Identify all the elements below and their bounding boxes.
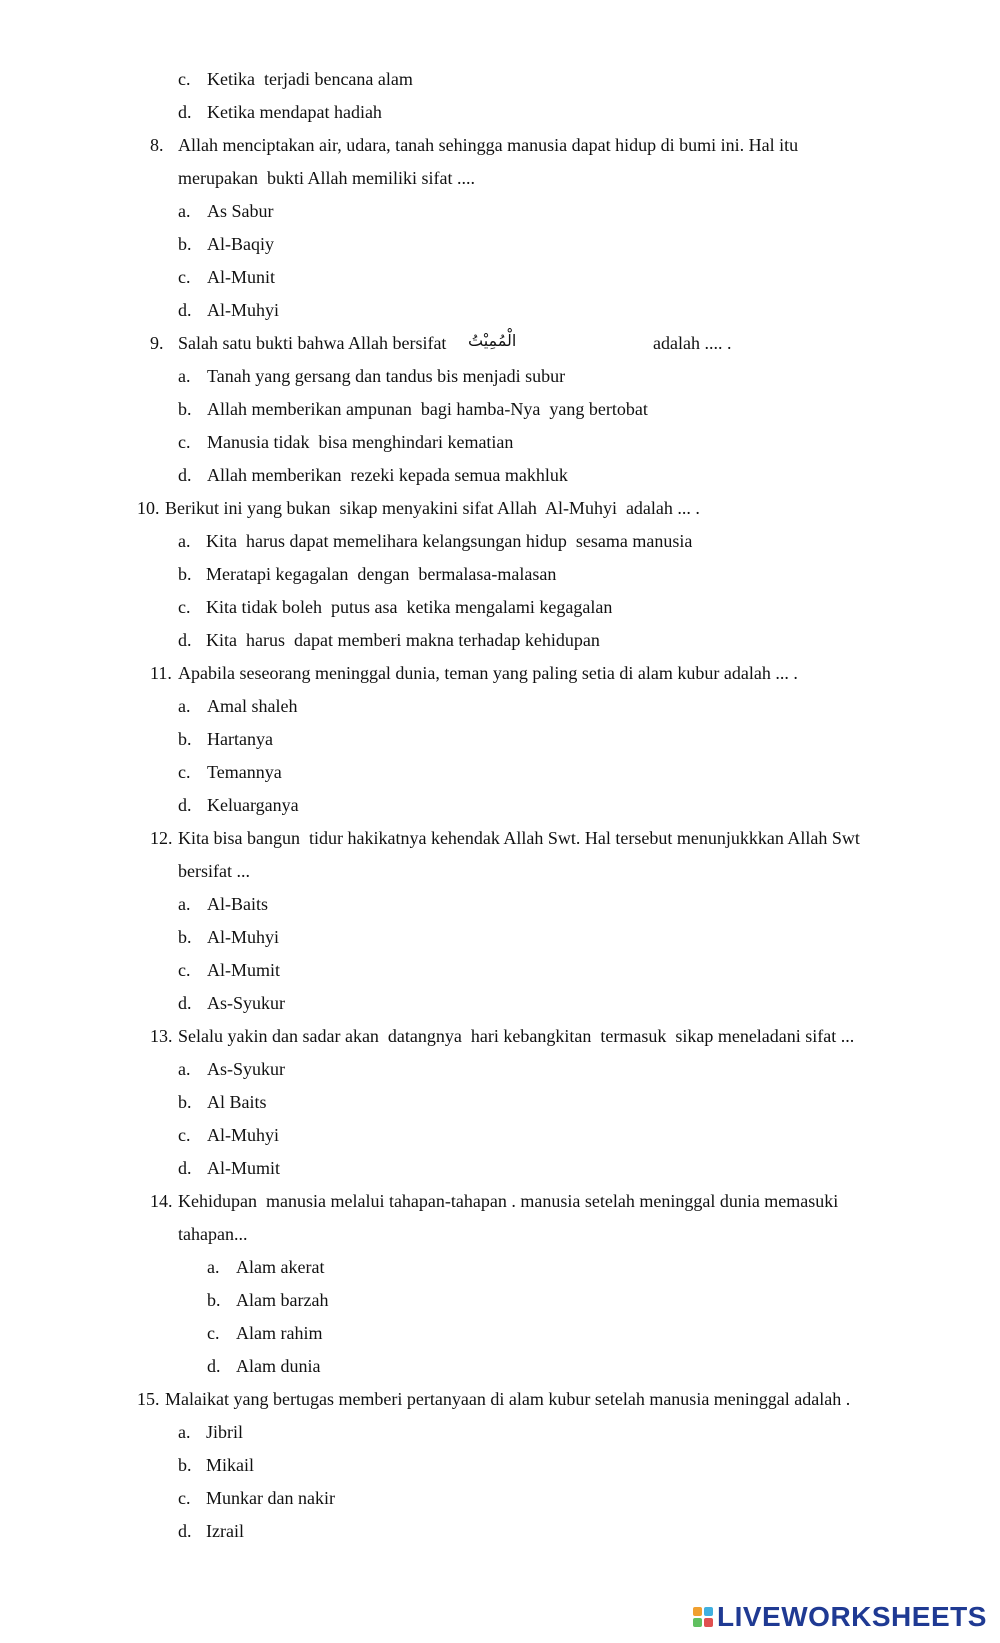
q7-option-c: Ketika terjadi bencana alam <box>207 69 413 89</box>
q15-option-c-letter: c. <box>178 1488 191 1508</box>
q11-option-d-letter: d. <box>178 795 192 815</box>
q10-option-a-letter: a. <box>178 531 191 551</box>
q7-option-c-letter: c. <box>178 69 191 89</box>
q8-option-b: Al-Baqiy <box>207 234 274 254</box>
logo-wordmark: LIVEWORKSHEETS <box>717 1601 987 1632</box>
q15-option-a-letter: a. <box>178 1422 191 1442</box>
q8-option-b-letter: b. <box>178 234 192 254</box>
q11-option-a-letter: a. <box>178 696 191 716</box>
q13-option-b-letter: b. <box>178 1092 192 1112</box>
liveworksheets-logo <box>693 1600 987 1634</box>
q13-option-a: As-Syukur <box>207 1059 286 1079</box>
q14-number: 14. <box>150 1191 173 1211</box>
q11-option-b: Hartanya <box>207 729 273 749</box>
q9-text-end: adalah .... . <box>653 333 732 353</box>
q9-option-c-letter: c. <box>178 432 191 452</box>
q9-option-b: Allah memberikan ampunan bagi hamba-Nya yang bertobat <box>207 399 648 419</box>
q13-number: 13. <box>150 1026 173 1046</box>
q9-option-d: Allah memberikan rezeki kepada semua makhluk <box>207 465 568 485</box>
q8-option-d: Al-Muhyi <box>207 300 279 320</box>
q8-option-d-letter: d. <box>178 300 192 320</box>
q13-option-a-letter: a. <box>178 1059 191 1079</box>
q11-text: Apabila seseorang meninggal dunia, teman yang paling setia di alam kubur adalah ... . <box>178 663 798 683</box>
q11-number: 11. <box>150 663 172 683</box>
q11-option-d: Keluarganya <box>207 795 299 815</box>
q15-option-a: Jibril <box>206 1422 244 1442</box>
q12-option-d: As-Syukur <box>207 993 286 1013</box>
q13-option-c-letter: c. <box>178 1125 191 1145</box>
q14-option-a-letter: a. <box>207 1257 220 1277</box>
q15-option-d: Izrail <box>206 1521 244 1541</box>
q10-option-c-letter: c. <box>178 597 191 617</box>
q15-option-b: Mikail <box>206 1455 254 1475</box>
q12-option-d-letter: d. <box>178 993 192 1013</box>
q10-option-b: Meratapi kegagalan dengan bermalasa-malasan <box>206 564 557 584</box>
q12-text-line1: Kita bisa bangun tidur hakikatnya kehendak Allah Swt. Hal tersebut menunjukkkan Allah Swt <box>178 828 860 848</box>
q14-option-d-letter: d. <box>207 1356 221 1376</box>
logo-grid-icon <box>693 1607 713 1627</box>
logo-square-4 <box>704 1618 713 1627</box>
logo-square-1 <box>693 1607 702 1616</box>
q9-option-d-letter: d. <box>178 465 192 485</box>
q14-option-b-letter: b. <box>207 1290 221 1310</box>
q9-option-a-letter: a. <box>178 366 191 386</box>
q8-option-c-letter: c. <box>178 267 191 287</box>
q14-option-a: Alam akerat <box>236 1257 325 1277</box>
q12-option-c: Al-Mumit <box>207 960 281 980</box>
q13-option-b: Al Baits <box>207 1092 267 1112</box>
q10-option-a: Kita harus dapat memelihara kelangsungan hidup sesama manusia <box>206 531 693 551</box>
q12-option-a: Al-Baits <box>207 894 268 914</box>
q15-number: 15. <box>137 1389 160 1409</box>
q10-number: 10. <box>137 498 160 518</box>
q7-option-d: Ketika mendapat hadiah <box>207 102 382 122</box>
q9-arabic-term: الْمُمِيْتُ <box>468 331 517 350</box>
logo-square-3 <box>693 1618 702 1627</box>
q9-option-b-letter: b. <box>178 399 192 419</box>
q12-option-b-letter: b. <box>178 927 192 947</box>
q13-text: Selalu yakin dan sadar akan datangnya hari kebangkitan termasuk sikap meneladani sifat ... <box>178 1026 855 1046</box>
q12-option-c-letter: c. <box>178 960 191 980</box>
q14-text-line2: tahapan... <box>178 1224 248 1244</box>
q13-option-c: Al-Muhyi <box>207 1125 279 1145</box>
q8-option-a-letter: a. <box>178 201 191 221</box>
q13-option-d-letter: d. <box>178 1158 192 1178</box>
q9-option-c: Manusia tidak bisa menghindari kematian <box>207 432 514 452</box>
q14-option-b: Alam barzah <box>236 1290 329 1310</box>
q14-text-line1: Kehidupan manusia melalui tahapan-tahapan . manusia setelah meninggal dunia memasuki <box>178 1191 839 1211</box>
q10-text: Berikut ini yang bukan sikap menyakini sifat Allah Al-Muhyi adalah ... . <box>165 498 700 518</box>
q12-option-b: Al-Muhyi <box>207 927 279 947</box>
q12-number: 12. <box>150 828 173 848</box>
q9-number: 9. <box>150 333 164 353</box>
q14-option-c: Alam rahim <box>236 1323 323 1343</box>
q9-option-a: Tanah yang gersang dan tandus bis menjadi subur <box>207 366 566 386</box>
q12-text-line2: bersifat ... <box>178 861 250 881</box>
q10-option-d-letter: d. <box>178 630 192 650</box>
logo-square-2 <box>704 1607 713 1616</box>
q10-option-d: Kita harus dapat memberi makna terhadap kehidupan <box>206 630 600 650</box>
q9-text: Salah satu bukti bahwa Allah bersifat <box>178 333 447 353</box>
q8-number: 8. <box>150 135 164 155</box>
q15-option-d-letter: d. <box>178 1521 192 1541</box>
q8-option-a: As Sabur <box>207 201 274 221</box>
q11-option-c: Temannya <box>207 762 282 782</box>
q8-option-c: Al-Munit <box>207 267 276 287</box>
q7-option-d-letter: d. <box>178 102 192 122</box>
q11-option-c-letter: c. <box>178 762 191 782</box>
q13-option-d: Al-Mumit <box>207 1158 281 1178</box>
q10-option-b-letter: b. <box>178 564 192 584</box>
q8-text-line2: merupakan bukti Allah memiliki sifat .... <box>178 168 475 188</box>
q14-option-c-letter: c. <box>207 1323 220 1343</box>
q15-text: Malaikat yang bertugas memberi pertanyaan di alam kubur setelah manusia meninggal adalah . <box>165 1389 851 1409</box>
q12-option-a-letter: a. <box>178 894 191 914</box>
q8-text-line1: Allah menciptakan air, udara, tanah sehingga manusia dapat hidup di bumi ini. Hal itu <box>178 135 799 155</box>
q15-option-b-letter: b. <box>178 1455 192 1475</box>
q11-option-a: Amal shaleh <box>207 696 298 716</box>
q14-option-d: Alam dunia <box>236 1356 321 1376</box>
q15-option-c: Munkar dan nakir <box>206 1488 335 1508</box>
q11-option-b-letter: b. <box>178 729 192 749</box>
q10-option-c: Kita tidak boleh putus asa ketika mengalami kegagalan <box>206 597 613 617</box>
